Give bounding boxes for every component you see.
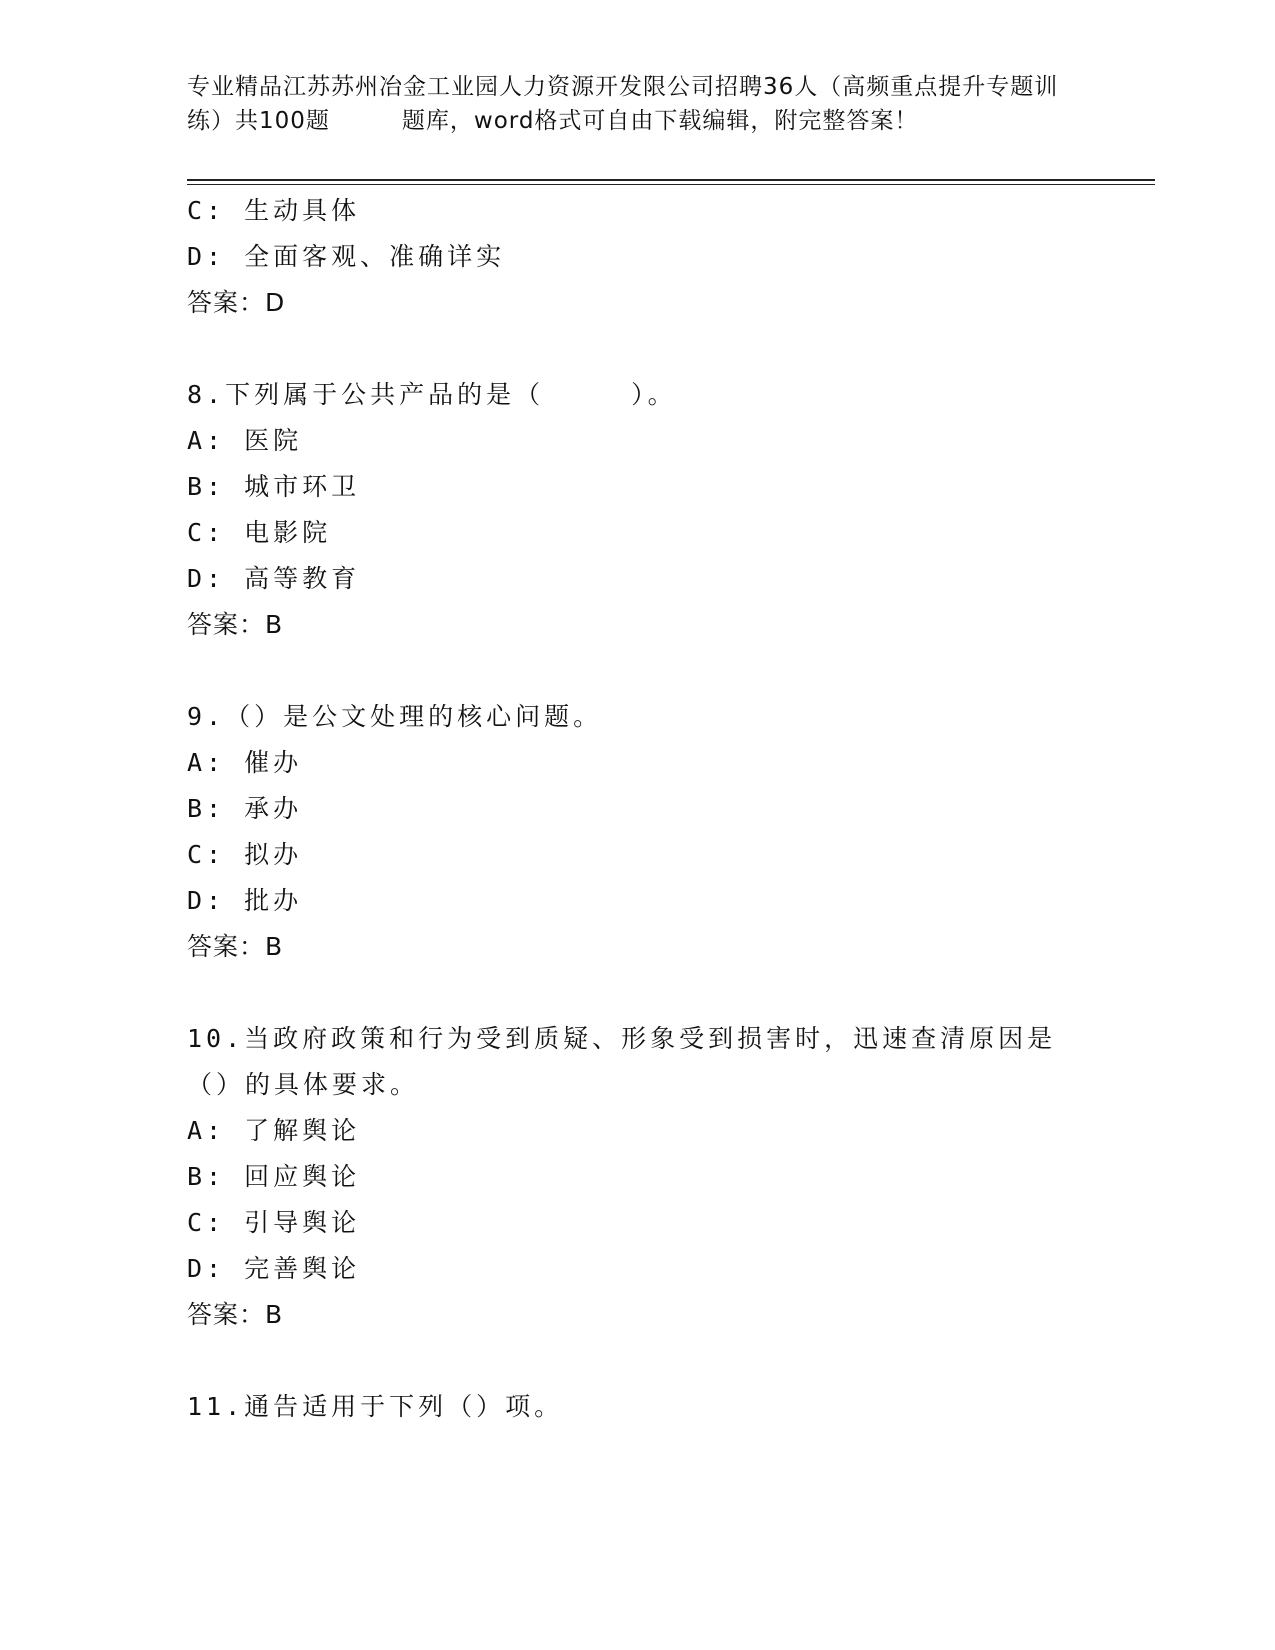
option-d: D: 完善舆论	[187, 1254, 361, 1283]
question-list	[187, 188, 1087, 1430]
option-d: D: 全面客观、准确详实	[187, 242, 506, 271]
document-header	[187, 70, 1087, 138]
option-a: A: 了解舆论	[187, 1116, 361, 1145]
spacer	[187, 970, 1087, 1016]
document-title: 专业精品江苏苏州冶金工业园人力资源开发限公司招聘36人（高频重点提升专题训练）共100题 题库，word格式可自由下载编辑，附完整答案！	[187, 74, 1059, 134]
option-a: A: 催办	[187, 748, 303, 777]
question-block	[187, 188, 1087, 326]
spacer	[187, 1338, 1087, 1384]
question-stem: 10.当政府政策和行为受到质疑、形象受到损害时，迅速查清原因是（）的具体要求。	[187, 1024, 1057, 1099]
question-stem: 11.通告适用于下列（）项。	[187, 1392, 564, 1421]
option-b: B: 承办	[187, 794, 303, 823]
option-a: A: 医院	[187, 426, 303, 455]
spacer	[187, 648, 1087, 694]
answer-line: 答案：B	[187, 1300, 284, 1329]
option-b: B: 城市环卫	[187, 472, 361, 501]
option-d: D: 批办	[187, 886, 303, 915]
spacer	[187, 326, 1087, 372]
option-c: C: 引导舆论	[187, 1208, 361, 1237]
option-c: C: 生动具体	[187, 196, 361, 225]
option-b: B: 回应舆论	[187, 1162, 361, 1191]
header-divider	[187, 179, 1155, 185]
answer-line: 答案：B	[187, 610, 284, 639]
question-block	[187, 1384, 1087, 1430]
question-block	[187, 694, 1087, 970]
option-c: C: 电影院	[187, 518, 332, 547]
answer-line: 答案：D	[187, 288, 286, 317]
question-block	[187, 1016, 1087, 1338]
question-block	[187, 372, 1087, 648]
option-d: D: 高等教育	[187, 564, 361, 593]
answer-line: 答案：B	[187, 932, 284, 961]
question-stem: 9.（）是公文处理的核心问题。	[187, 702, 603, 731]
question-stem: 8.下列属于公共产品的是（ ）。	[187, 380, 677, 409]
option-c: C: 拟办	[187, 840, 303, 869]
